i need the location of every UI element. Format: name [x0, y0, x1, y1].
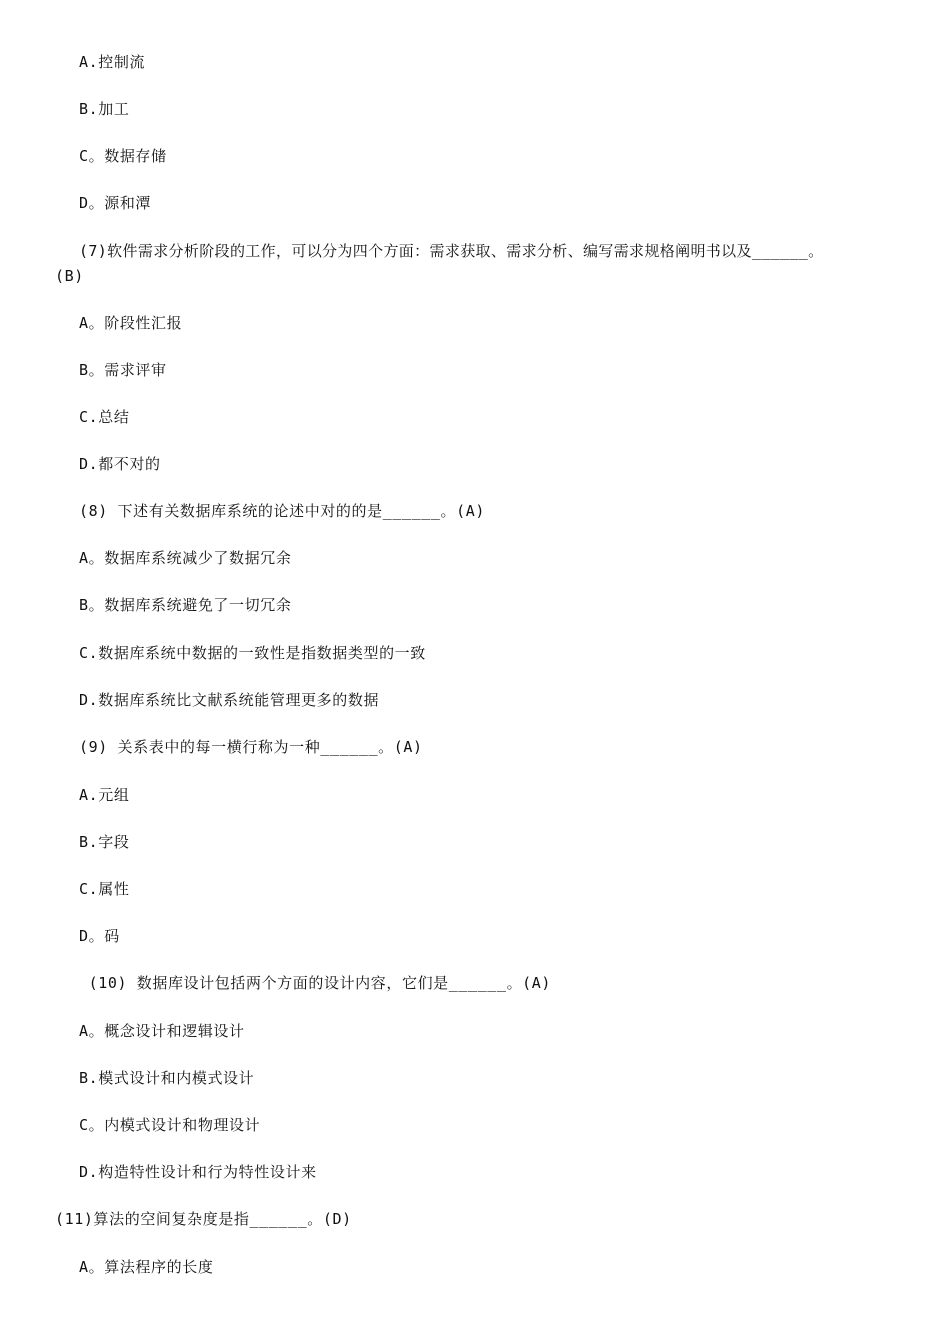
question-9: (9) 关系表中的每一横行称为一种______。(A): [79, 738, 423, 756]
q9-option-c: C.属性: [79, 880, 130, 898]
q8-option-c: C.数据库系统中数据的一致性是指数据类型的一致: [79, 644, 426, 662]
q7-option-d: D.都不对的: [79, 455, 161, 473]
q8-option-d: D.数据库系统比文献系统能管理更多的数据: [79, 691, 380, 709]
question-7: (7)软件需求分析阶段的工作，可以分为四个方面：需求获取、需求分析、编写需求规格阐明书以及______。: [79, 242, 824, 260]
option-b-process: B.加工: [79, 100, 130, 118]
q8-option-a: A。数据库系统减少了数据冗余: [79, 549, 292, 567]
q7-option-b: B。需求评审: [79, 361, 167, 379]
option-c-data-store: C。数据存储: [79, 147, 167, 165]
q10-option-c: C。内模式设计和物理设计: [79, 1116, 261, 1134]
q7-option-a: A。阶段性汇报: [79, 314, 183, 332]
q9-option-b: B.字段: [79, 833, 130, 851]
q11-option-a: A。算法程序的长度: [79, 1258, 214, 1276]
option-a-control-flow: A.控制流: [79, 53, 146, 71]
q8-option-b: B。数据库系统避免了一切冗余: [79, 596, 292, 614]
option-d-source-sink: D。源和潭: [79, 194, 152, 212]
q9-option-a: A.元组: [79, 786, 130, 804]
q10-option-d: D.构造特性设计和行为特性设计来: [79, 1163, 317, 1181]
q10-option-a: A。概念设计和逻辑设计: [79, 1022, 245, 1040]
q10-option-b: B.模式设计和内模式设计: [79, 1069, 255, 1087]
q9-option-d: D。码: [79, 927, 120, 945]
question-8: (8) 下述有关数据库系统的论述中对的的是______。(A): [79, 502, 486, 520]
q7-option-c: C.总结: [79, 408, 130, 426]
question-7-answer: (B): [55, 267, 84, 285]
question-10: (10) 数据库设计包括两个方面的设计内容，它们是______。(A): [79, 974, 552, 992]
question-11: (11)算法的空间复杂度是指______。(D): [55, 1210, 352, 1228]
